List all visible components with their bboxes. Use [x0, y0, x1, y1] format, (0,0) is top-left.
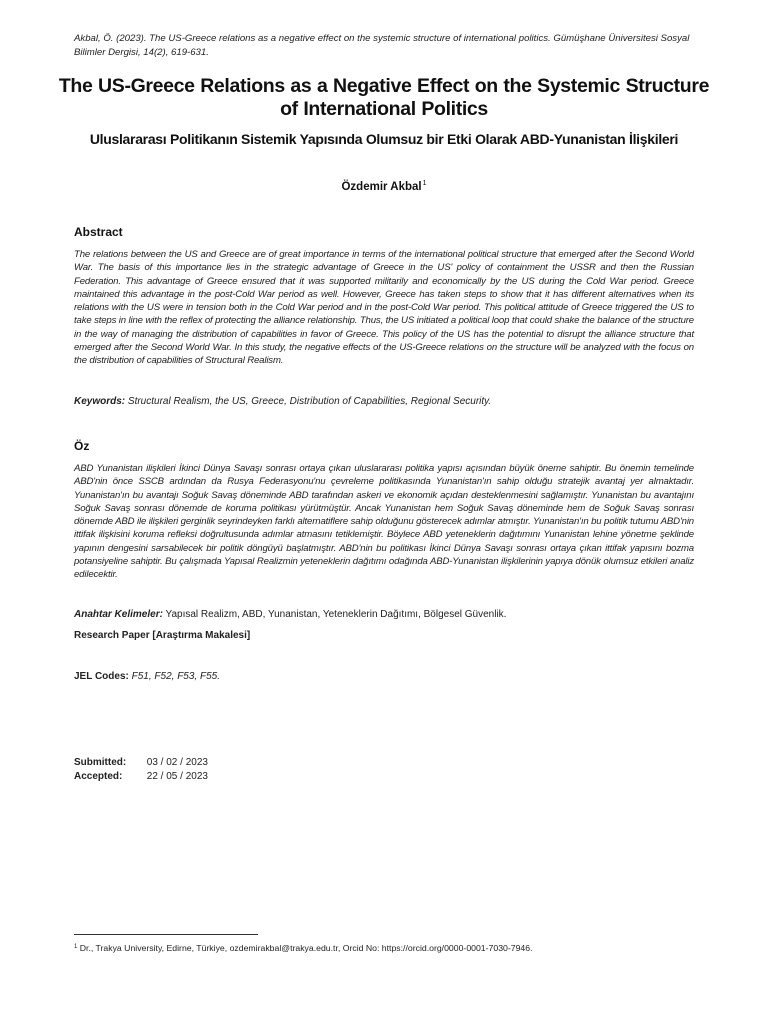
keywords-line — [74, 395, 694, 408]
jel-codes — [74, 671, 220, 682]
keywords-value: Structural Realism, the US, Greece, Distribution of Capabilities, Regional Security. — [127, 396, 492, 407]
anahtar-kelimeler-label: Anahtar Kelimeler: — [74, 609, 163, 620]
anahtar-kelimeler-line — [74, 608, 694, 621]
footnote-mark: 1 — [74, 944, 78, 950]
jel-value: F51, F52, F53, F55. — [131, 671, 220, 682]
author — [40, 180, 728, 193]
oz-heading: Öz — [74, 439, 90, 453]
submitted-row — [74, 756, 208, 770]
title-english: The US-Greece Relations as a Negative Effect on the Systemic Structure of International Politics — [58, 75, 710, 120]
keywords-label: Keywords: — [74, 396, 126, 407]
oz-text: ABD Yunanistan ilişkileri İkinci Dünya Savaşı sonrası ortaya çıkan uluslararası politika yapısı açısından büyük öneme sahiptir. Bu önemin temelinde ABD'nin önce SSCB ardından da Rusya Federasyonu'nu çevreleme politikasında Yunanistan'ın sahip olduğu stratejik avantaj yer almaktadır. Yunanistan'ın bu avantajı Soğuk Savaş döneminde ABD tarafından askeri ve ekonomik açıdan desteklenmesini sağlamıştır. Yunanistan bu avantajını Soğuk Savaş sonrası dönemde de koruma politikası yürütmüştür. Ancak Yunanistan hem Soğuk Savaş döneminde hem de Soğuk Savaş sonrası dönemde ABD ile ilişkileri gerginlik seyrindeyken farklı alternatiflere sahip olduğunu gösterecek adımlar atmıştır. Yunanistan'ın bu politik tutumu ABD'nin ittifak ilişkisini koruma refleksi doğrultusunda adımlar atmasını tetiklemiştir. Böylece ABD yeteneklerin dağıtımını Yunanistan lehine yönetme şeklinde yapının dengesini sarsabilecek bir politik döngüyü başlatmıştır. ABD'nin bu politikası İkinci Dünya Savaşı sonrası ortaya çıkan ittifak yapısını bozma potansiyeline sahiptir. Bu çalışmada Yapısal Realizmin yeteneklerin dağıtımı odağında ABD-Yunanistan ilişkilerinin yapıya dönük olumsuz etkileri analiz edilecektir. — [74, 463, 694, 581]
accepted-row — [74, 770, 208, 784]
accepted-label: Accepted: — [74, 771, 123, 782]
footnote-divider — [74, 934, 258, 935]
citation: Akbal, Ö. (2023). The US-Greece relations as a negative effect on the systemic structure of international politics. Gümüşhane Üniversitesi Sosyal Bilimler Dergisi, 14(2), 619-631. — [74, 33, 690, 58]
abstract-heading: Abstract — [74, 225, 123, 239]
dates-block — [74, 756, 208, 784]
paper-type: Research Paper [Araştırma Makalesi] — [74, 630, 251, 641]
author-name: Özdemir Akbal — [341, 181, 422, 193]
anahtar-kelimeler-value: Yapısal Realizm, ABD, Yunanistan, Yeteneklerin Dağıtımı, Bölgesel Güvenlik. — [165, 609, 507, 620]
author-footnote-mark: 1 — [422, 180, 427, 187]
title-turkish: Uluslararası Politikanın Sistemik Yapısında Olumsuz bir Etki Olarak ABD-Yunanistan İlişkileri — [89, 131, 679, 147]
footnote-text: Dr., Trakya University, Edirne, Türkiye, ozdemirakbal@trakya.edu.tr, Orcid No: https://orcid.org/0000-0001-7030-7946. — [79, 943, 533, 953]
submitted-date: 03 / 02 / 2023 — [146, 757, 208, 768]
accepted-date: 22 / 05 / 2023 — [146, 771, 208, 782]
footnote — [74, 941, 714, 954]
jel-label: JEL Codes: — [74, 671, 129, 682]
submitted-label: Submitted: — [74, 757, 127, 768]
abstract-text: The relations between the US and Greece are of great importance in terms of the international political structure that emerged after the Second World War. The basis of this importance lies in the strategic advantage of Greece in the US' policy of containment the USSR and then the Russian Federation. This advantage of Greece ensured that it was supported militarily and economically by the US during the Cold War period. Greece maintained this advantage in the post-Cold War period as well. However, Greece has taken steps to show that it has different alternatives when its relations with the US were in tension both in the Cold War period and in the post-Cold War period. This political attitude of Greece triggered the US to take steps in line with the reflex of protecting the alliance relationship. Thus, the US initiated a political loop that could shake the balance of the structure in the way of managing the distribution of capabilities in favor of Greece. This policy of the US has the potential to disrupt the alliance structure that emerged after the Second World War. In this study, the negative effects of the US-Greece relations on the structure will be analyzed with the focus on the distribution of capabilities of Structural Realism. — [74, 249, 694, 367]
